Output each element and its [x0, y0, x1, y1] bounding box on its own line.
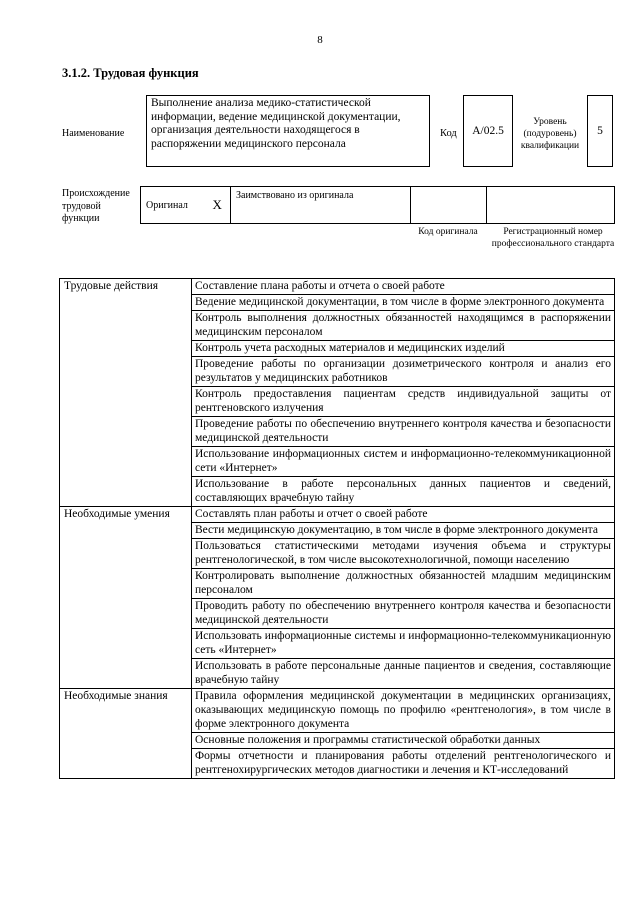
section-item: Использовать информационные системы и информационно-телекоммуникационную сеть «Интернет» — [192, 629, 615, 659]
section-item: Проведение работы по организации дозиметрического контроля и анализ его результатов у медицинских работников — [192, 357, 615, 387]
origin-label: Происхождение трудовой функции — [62, 188, 130, 224]
section-item: Контролировать выполнение должностных обязанностей младшим медицинским персоналом — [192, 569, 615, 599]
reg-number-cell — [487, 187, 615, 224]
code-original-caption: Код оригинала — [418, 227, 478, 237]
section-item: Составлять план работы и отчет о своей работе — [192, 507, 615, 523]
origin-table — [140, 186, 615, 224]
page-number: 8 — [317, 34, 323, 46]
name-value: Выполнение анализа медико-статистической информации, ведение медицинской документации, организация деятельности находящегося в распоряжении медицинского персонала — [146, 95, 430, 167]
section-category: Трудовые действия — [60, 279, 192, 507]
code-label: Код — [440, 128, 457, 139]
code-value: A/02.5 — [463, 95, 513, 167]
section-item: Контроль учета расходных материалов и медицинских изделий — [192, 341, 615, 357]
section-item: Ведение медицинской документации, в том числе в форме электронного документа — [192, 295, 615, 311]
section-item: Формы отчетности и планирования работы отделений рентгенологического и рентгенохирургических методов диагностики и лечения и КТ-исследований — [192, 749, 615, 779]
borrowed-label: Заимствовано из оригинала — [231, 187, 411, 224]
functions-table — [59, 278, 615, 779]
section-item: Контроль предоставления пациентам средств индивидуальной защиты от рентгеновского излучения — [192, 387, 615, 417]
section-item: Использование в работе персональных данных пациентов и сведений, составляющих врачебную тайну — [192, 477, 615, 507]
original-mark: X — [205, 187, 231, 224]
section-category: Необходимые умения — [60, 507, 192, 689]
section-item: Использование информационных систем и информационно-телекоммуникационной сети «Интернет» — [192, 447, 615, 477]
section-item: Правила оформления медицинской документации в медицинских организациях, оказывающих медицинскую помощь по профилю «рентгенология», в том числе в форме электронного документа — [192, 689, 615, 733]
name-label: Наименование — [62, 128, 125, 139]
table-row — [60, 689, 615, 733]
original-label: Оригинал — [141, 187, 205, 224]
section-item: Контроль выполнения должностных обязанностей находящимся в распоряжении медицинским персоналом — [192, 311, 615, 341]
section-category: Необходимые знания — [60, 689, 192, 779]
table-row — [60, 279, 615, 295]
section-item: Основные положения и программы статистической обработки данных — [192, 733, 615, 749]
reg-number-caption: Регистрационный номер профессионального стандарта — [491, 227, 615, 249]
section-item: Использовать в работе персональные данные пациентов и сведения, составляющие врачебную тайну — [192, 659, 615, 689]
section-item: Проводить работу по обеспечению внутреннего контроля качества и безопасности медицинской деятельности — [192, 599, 615, 629]
section-item: Составление плана работы и отчета о своей работе — [192, 279, 615, 295]
section-item: Пользоваться статистическими методами изучения объема и структуры рентгенологической, в том числе высокотехнологичной, помощи населению — [192, 539, 615, 569]
section-title: 3.1.2. Трудовая функция — [62, 66, 199, 80]
section-item: Проведение работы по обеспечению внутреннего контроля качества и безопасности медицинской деятельности — [192, 417, 615, 447]
level-label: Уровень (подуровень) квалификации — [520, 117, 580, 151]
level-value: 5 — [587, 95, 613, 167]
table-row — [60, 507, 615, 523]
original-code-cell — [411, 187, 487, 224]
section-item: Вести медицинскую документацию, в том числе в форме электронного документа — [192, 523, 615, 539]
